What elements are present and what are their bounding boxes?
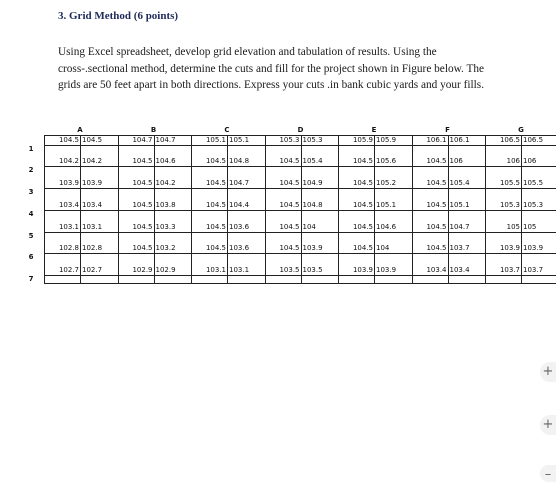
cell-existing-elevation: 106: [523, 157, 537, 165]
cell-existing-elevation: 104.2: [82, 157, 103, 165]
row-label: 6: [28, 253, 34, 261]
cell-proposed-elevation: 104.5: [132, 201, 153, 209]
cell-existing-elevation: 105.5: [523, 179, 544, 187]
cell-proposed-elevation: 104.5: [352, 223, 373, 231]
cell-proposed-elevation: 102.9: [132, 266, 153, 274]
cell-existing-elevation: 105.4: [449, 179, 470, 187]
column-label: C: [224, 126, 230, 134]
cell-existing-elevation: 103.3: [155, 223, 176, 231]
cell-proposed-elevation: 103.9: [499, 244, 520, 252]
row-label: 5: [28, 232, 34, 240]
cell-proposed-elevation: 103.9: [352, 266, 373, 274]
row-label: 4: [28, 210, 34, 218]
grid-line: [44, 283, 556, 284]
cell-proposed-elevation: 106.5: [499, 136, 520, 144]
cell-proposed-elevation: 103.5: [279, 266, 300, 274]
plus-icon[interactable]: +: [540, 415, 556, 435]
column-label: G: [518, 126, 524, 134]
cell-proposed-elevation: 105.9: [352, 136, 373, 144]
cell-existing-elevation: 102.8: [82, 244, 103, 252]
cell-existing-elevation: 104.7: [449, 223, 470, 231]
cell-proposed-elevation: 103.1: [58, 223, 79, 231]
cell-existing-elevation: 105.1: [449, 201, 470, 209]
cell-existing-elevation: 104.5: [82, 136, 103, 144]
cell-proposed-elevation: 104.5: [132, 179, 153, 187]
cell-proposed-elevation: 104.5: [132, 157, 153, 165]
cell-existing-elevation: 104.7: [229, 179, 250, 187]
cell-existing-elevation: 106: [449, 157, 463, 165]
cell-existing-elevation: 106.1: [449, 136, 470, 144]
cell-existing-elevation: 104.7: [155, 136, 176, 144]
cell-proposed-elevation: 104.5: [279, 223, 300, 231]
cell-existing-elevation: 103.6: [229, 223, 250, 231]
cell-proposed-elevation: 105.1: [205, 136, 226, 144]
column-label: F: [445, 126, 450, 134]
cell-proposed-elevation: 103.4: [426, 266, 447, 274]
row-label: 7: [28, 275, 34, 283]
row-label: 3: [28, 188, 34, 196]
cell-proposed-elevation: 106: [506, 157, 520, 165]
cell-proposed-elevation: 104.5: [279, 179, 300, 187]
cell-proposed-elevation: 104.5: [205, 157, 226, 165]
cell-proposed-elevation: 103.1: [205, 266, 226, 274]
cell-proposed-elevation: 104.5: [426, 244, 447, 252]
cell-proposed-elevation: 104.5: [58, 136, 79, 144]
cell-proposed-elevation: 104.5: [279, 244, 300, 252]
row-label: 1: [28, 145, 34, 153]
minus-icon[interactable]: –: [540, 465, 556, 482]
cell-proposed-elevation: 104.5: [205, 179, 226, 187]
cell-proposed-elevation: 104.5: [426, 179, 447, 187]
cell-existing-elevation: 104.2: [155, 179, 176, 187]
cell-proposed-elevation: 104.7: [132, 136, 153, 144]
cell-existing-elevation: 104.4: [229, 201, 250, 209]
cell-proposed-elevation: 104.5: [205, 244, 226, 252]
cell-existing-elevation: 104.8: [229, 157, 250, 165]
cell-existing-elevation: 103.2: [155, 244, 176, 252]
cell-existing-elevation: 104.6: [155, 157, 176, 165]
cell-proposed-elevation: 104.5: [426, 157, 447, 165]
grid-elevation-figure: [22, 125, 552, 285]
cell-existing-elevation: 103.9: [523, 244, 544, 252]
cell-proposed-elevation: 104.5: [352, 157, 373, 165]
cell-existing-elevation: 105.1: [376, 201, 397, 209]
cell-existing-elevation: 105: [523, 223, 537, 231]
cell-existing-elevation: 103.1: [229, 266, 250, 274]
cell-proposed-elevation: 102.7: [58, 266, 79, 274]
cell-existing-elevation: 105.6: [376, 157, 397, 165]
cell-proposed-elevation: 105: [506, 223, 520, 231]
cell-proposed-elevation: 106.1: [426, 136, 447, 144]
column-label: D: [297, 126, 304, 134]
cell-existing-elevation: 103.6: [229, 244, 250, 252]
cell-existing-elevation: 104: [302, 223, 316, 231]
cell-existing-elevation: 104.9: [302, 179, 323, 187]
cell-proposed-elevation: 105.3: [279, 136, 300, 144]
cell-proposed-elevation: 105.5: [499, 179, 520, 187]
cell-existing-elevation: 103.5: [302, 266, 323, 274]
cell-existing-elevation: 105.2: [376, 179, 397, 187]
cell-existing-elevation: 103.4: [82, 201, 103, 209]
cell-proposed-elevation: 104.5: [426, 223, 447, 231]
cell-proposed-elevation: 103.7: [499, 266, 520, 274]
column-label: A: [77, 126, 83, 134]
cell-proposed-elevation: 105.3: [499, 201, 520, 209]
cell-existing-elevation: 103.8: [155, 201, 176, 209]
cell-existing-elevation: 105.1: [229, 136, 250, 144]
cell-proposed-elevation: 104.5: [279, 201, 300, 209]
cell-proposed-elevation: 103.9: [58, 179, 79, 187]
question-body: Using Excel spreadsheet, develop grid elevation and tabulation of results. Using the cross-.sectional method, determine the cuts and fill for the project shown in Figure below. The grids are 50 feet apart in both directions. Express your cuts .in bank cubic yards and your fills.: [58, 46, 485, 91]
cell-existing-elevation: 103.7: [523, 266, 544, 274]
cell-proposed-elevation: 104.2: [58, 157, 79, 165]
cell-proposed-elevation: 104.5: [352, 179, 373, 187]
cell-existing-elevation: 105.9: [376, 136, 397, 144]
cell-proposed-elevation: 104.5: [132, 223, 153, 231]
column-label: B: [150, 126, 157, 134]
cell-proposed-elevation: 103.4: [58, 201, 79, 209]
cell-proposed-elevation: 104.5: [205, 201, 226, 209]
cell-existing-elevation: 103.4: [449, 266, 470, 274]
cell-proposed-elevation: 104.5: [352, 244, 373, 252]
cell-existing-elevation: 106.5: [523, 136, 544, 144]
cell-existing-elevation: 105.3: [523, 201, 544, 209]
plus-icon[interactable]: +: [540, 362, 556, 382]
cell-existing-elevation: 102.7: [82, 266, 103, 274]
row-label: 2: [28, 166, 34, 174]
cell-existing-elevation: 104: [376, 244, 390, 252]
cell-existing-elevation: 103.9: [82, 179, 103, 187]
cell-existing-elevation: 105.4: [302, 157, 323, 165]
cell-proposed-elevation: 104.5: [352, 201, 373, 209]
cell-existing-elevation: 104.6: [376, 223, 397, 231]
cell-proposed-elevation: 104.5: [132, 244, 153, 252]
cell-proposed-elevation: 104.5: [205, 223, 226, 231]
cell-proposed-elevation: 104.5: [426, 201, 447, 209]
cell-existing-elevation: 104.8: [302, 201, 323, 209]
cell-existing-elevation: 102.9: [155, 266, 176, 274]
cell-existing-elevation: 105.3: [302, 136, 323, 144]
cell-existing-elevation: 103.7: [449, 244, 470, 252]
cell-proposed-elevation: 104.5: [279, 157, 300, 165]
cell-proposed-elevation: 102.8: [58, 244, 79, 252]
column-label: E: [371, 126, 377, 134]
cell-existing-elevation: 103.9: [302, 244, 323, 252]
question-title: 3. Grid Method (6 points): [58, 10, 179, 22]
cell-existing-elevation: 103.1: [82, 223, 103, 231]
cell-existing-elevation: 103.9: [376, 266, 397, 274]
